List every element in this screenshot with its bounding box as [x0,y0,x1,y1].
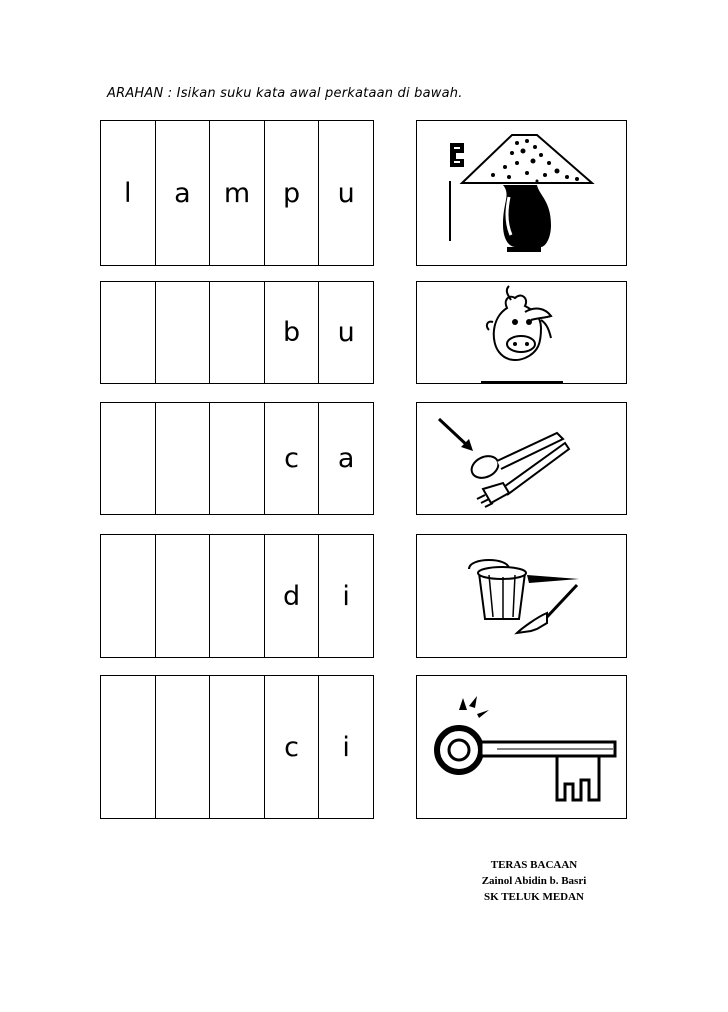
letter-grid-lampu [100,120,374,266]
picture-box-lamp [416,120,627,266]
lamp-icon [417,121,628,267]
letter-box: d [265,535,320,657]
letter-grid-bu [100,281,374,384]
instruction-text: ARAHAN : Isikan suku kata awal perkataan di bawah. [107,86,463,101]
letter-box[interactable] [210,535,265,657]
credits-line-1: TERAS BACAAN [490,859,578,871]
spoon-fork-icon [417,403,628,516]
letter-box[interactable] [156,676,211,818]
letter-box[interactable]: m [210,121,265,265]
letter-box[interactable] [210,282,265,383]
letter-box: b [265,282,320,383]
letter-box[interactable] [156,403,211,514]
picture-box-key [416,675,627,819]
letter-box: u [337,317,355,348]
credits-line-3: SK TELUK MEDAN [483,891,585,903]
letter-grid-ci [100,675,374,819]
letter-box: i [342,580,350,612]
letter-grid-ca [100,402,374,515]
picture-box-spoon [416,402,627,515]
letter-box[interactable] [210,403,265,514]
letter-box[interactable] [101,403,156,514]
letter-box: u [337,177,355,209]
letter-box[interactable] [210,676,265,818]
picture-box-cow [416,281,627,384]
letter-box: c [265,403,320,514]
letter-box: p [265,121,320,265]
letter-box[interactable] [101,676,156,818]
credits-block [450,857,618,905]
letter-box: c [265,676,320,818]
letter-box[interactable] [156,535,211,657]
letter-box: a [337,443,355,474]
key-icon [417,676,628,820]
letter-box[interactable] [101,535,156,657]
credits-line-2: Zainol Abidin b. Basri [481,875,587,887]
letter-box[interactable] [156,282,211,383]
cow-head-icon [417,282,628,385]
letter-box[interactable]: a [156,121,211,265]
letter-grid-di [100,534,374,658]
letter-box[interactable] [101,282,156,383]
letter-box[interactable]: l [101,121,156,265]
picture-box-bucket [416,534,627,658]
letter-box: i [342,731,350,763]
bucket-shovel-icon [417,535,628,659]
